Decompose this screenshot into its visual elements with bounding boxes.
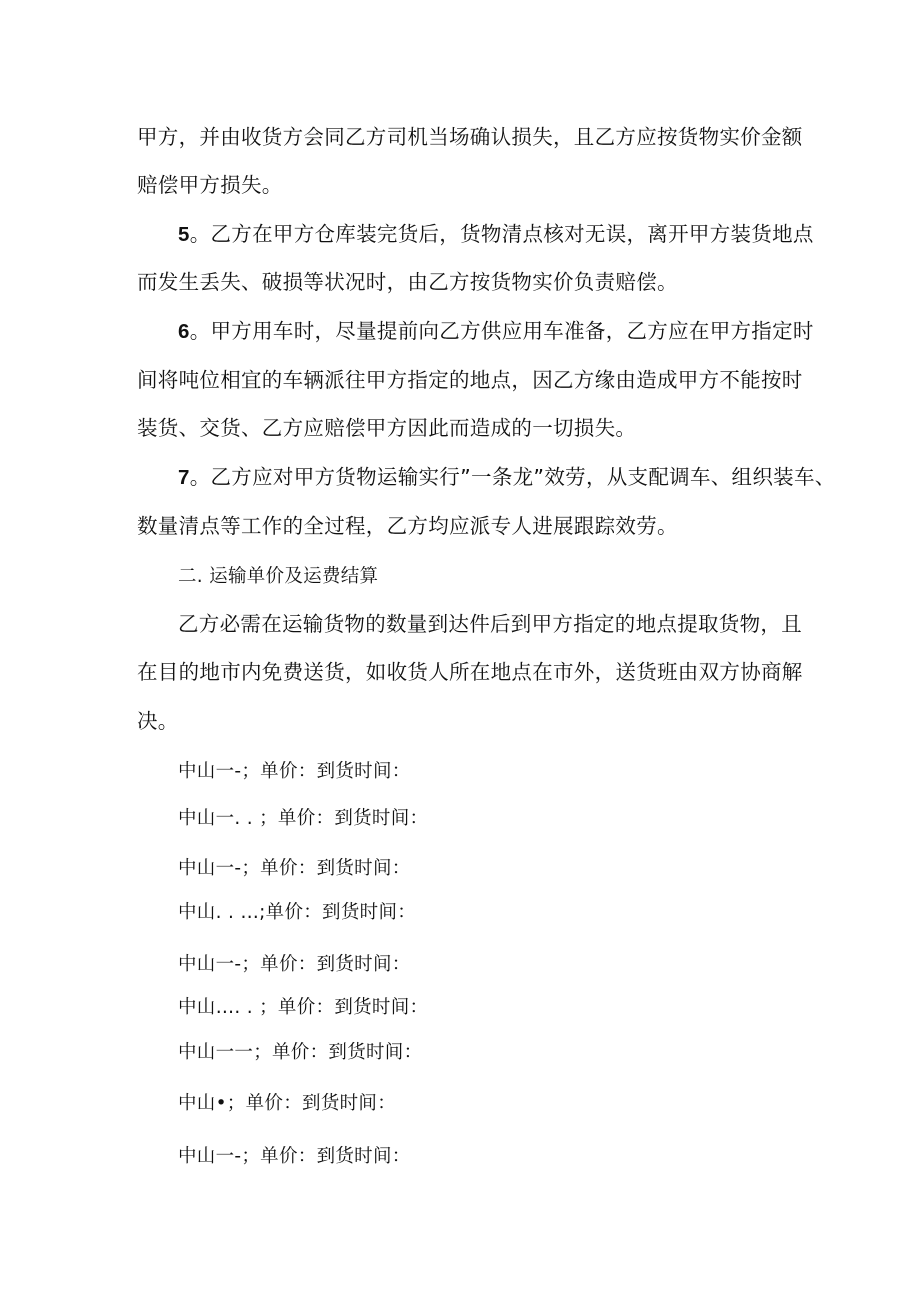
paragraph-line: 乙方必需在运输货物的数量到达件后到甲方指定的地点提取货物，且 [178,612,802,636]
route-item: 中山一-；单价：到货时间： [178,954,411,975]
paragraph-line: 装货、交货、乙方应赔偿甲方因此而造成的一切损失。 [137,416,637,440]
paragraph-line: 在目的地市内免费送货，如收货人所在地点在市外，送货班由双方协商解 [137,660,803,684]
paragraph-line: 而发生丢失、破损等状况时，由乙方按货物实价负责赔偿。 [137,270,678,294]
clause-5-line [178,222,814,247]
clause-text: 。乙方应对甲方货物运输实行”一条龙”效劳，从支配调车、组织装车、 [189,465,836,489]
clause-7-line [178,465,836,490]
paragraph-line: 数量清点等工作的全过程，乙方均应派专人进展跟踪效劳。 [137,514,678,538]
clause-6-line [178,319,814,344]
paragraph-line: 赔偿甲方损失。 [137,173,283,197]
route-item: 中山•；单价：到货时间： [178,1093,397,1114]
clause-text: 。甲方用车时，尽量提前向乙方供应用车准备，乙方应在甲方指定时 [189,319,814,343]
section-heading: 二. 运输单价及运费结算 [178,566,379,587]
clause-text: 。乙方在甲方仓库装完货后，货物清点核对无误，离开甲方装货地点 [189,222,814,246]
paragraph-line: 甲方，并由收货方会同乙方司机当场确认损失，且乙方应按货物实价金额 [137,125,803,149]
clause-number: 7 [178,466,190,489]
route-item: 中山. . …;单价：到货时间： [178,902,417,923]
clause-number: 6 [178,320,190,343]
clause-number: 5 [178,223,190,246]
route-item: 中山…. . ；单价：到货时间： [178,997,429,1018]
route-item: 中山一-；单价：到货时间： [178,761,411,782]
paragraph-line: 间将吨位相宜的车辆派往甲方指定的地点，因乙方缘由造成甲方不能按时 [137,368,803,392]
route-item: 中山一-；单价：到货时间： [178,1146,411,1167]
route-item: 中山一-；单价：到货时间： [178,858,411,879]
paragraph-line: 决。 [137,709,179,733]
route-item: 中山一一；单价：到货时间： [178,1042,423,1063]
route-item: 中山一. . ；单价：到货时间： [178,808,429,829]
